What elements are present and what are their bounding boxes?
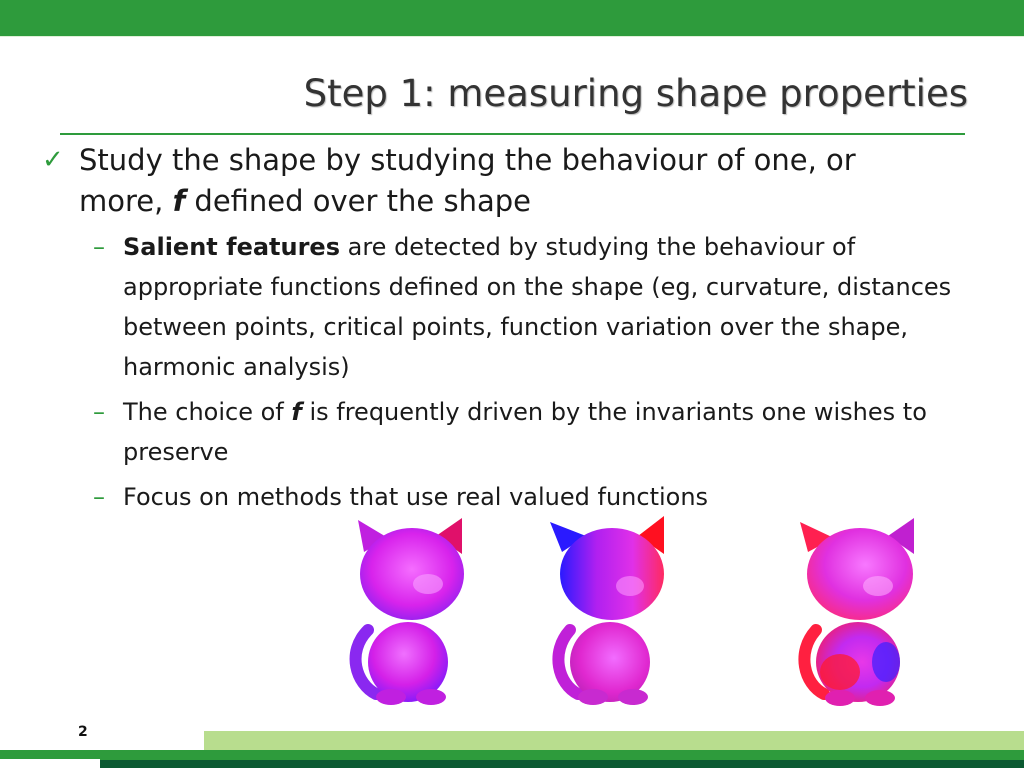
dash-icon: –	[93, 483, 105, 511]
cat-figure-1	[336, 512, 481, 712]
title-underline	[60, 133, 965, 135]
bullet-main-f: f	[172, 184, 186, 218]
footer-light-band	[204, 731, 1024, 751]
sub-bullet-salient	[93, 227, 953, 387]
footer-dark-band	[100, 760, 1024, 768]
cat-image-2	[536, 512, 681, 712]
bullet-main	[42, 140, 912, 222]
salient-features-rest: are detected by studying the behaviour of appropriate functions defined on the shape (eg, curvature, distances between points, critical points, function variation over the shape, harmonic analysis)	[123, 233, 952, 381]
dash-icon: –	[93, 398, 105, 426]
bullet-main-part2: defined over the shape	[185, 184, 531, 218]
cat-figure-2	[536, 512, 681, 712]
footer-notch	[0, 759, 100, 768]
sub-bullet-focus	[93, 477, 953, 517]
salient-features-bold: Salient features	[123, 233, 340, 261]
choice-part2: is frequently driven by the invariants one wishes to preserve	[123, 398, 927, 466]
sub-bullet-choice-text	[123, 392, 953, 472]
cat-figure-3	[780, 512, 932, 712]
sub-bullet-focus-text: Focus on methods that use real valued functions	[123, 483, 709, 511]
choice-f: f	[291, 398, 302, 426]
page-number: 2	[78, 724, 88, 740]
sub-bullet-choice	[93, 392, 953, 472]
top-accent-bar	[0, 0, 1024, 36]
sub-bullet-salient-text	[123, 227, 953, 387]
slide-title: Step 1: measuring shape properties	[303, 72, 968, 115]
choice-part1: The choice of	[123, 398, 292, 426]
top-accent-line	[0, 36, 1024, 37]
cat-image-3	[780, 512, 932, 712]
cat-image-1	[336, 512, 481, 712]
bullet-main-text	[79, 140, 912, 222]
dash-icon: –	[93, 233, 105, 261]
checkmark-icon: ✓	[42, 145, 64, 175]
bullet-main-part1: Study the shape by studying the behaviour of one, or more,	[79, 143, 856, 218]
